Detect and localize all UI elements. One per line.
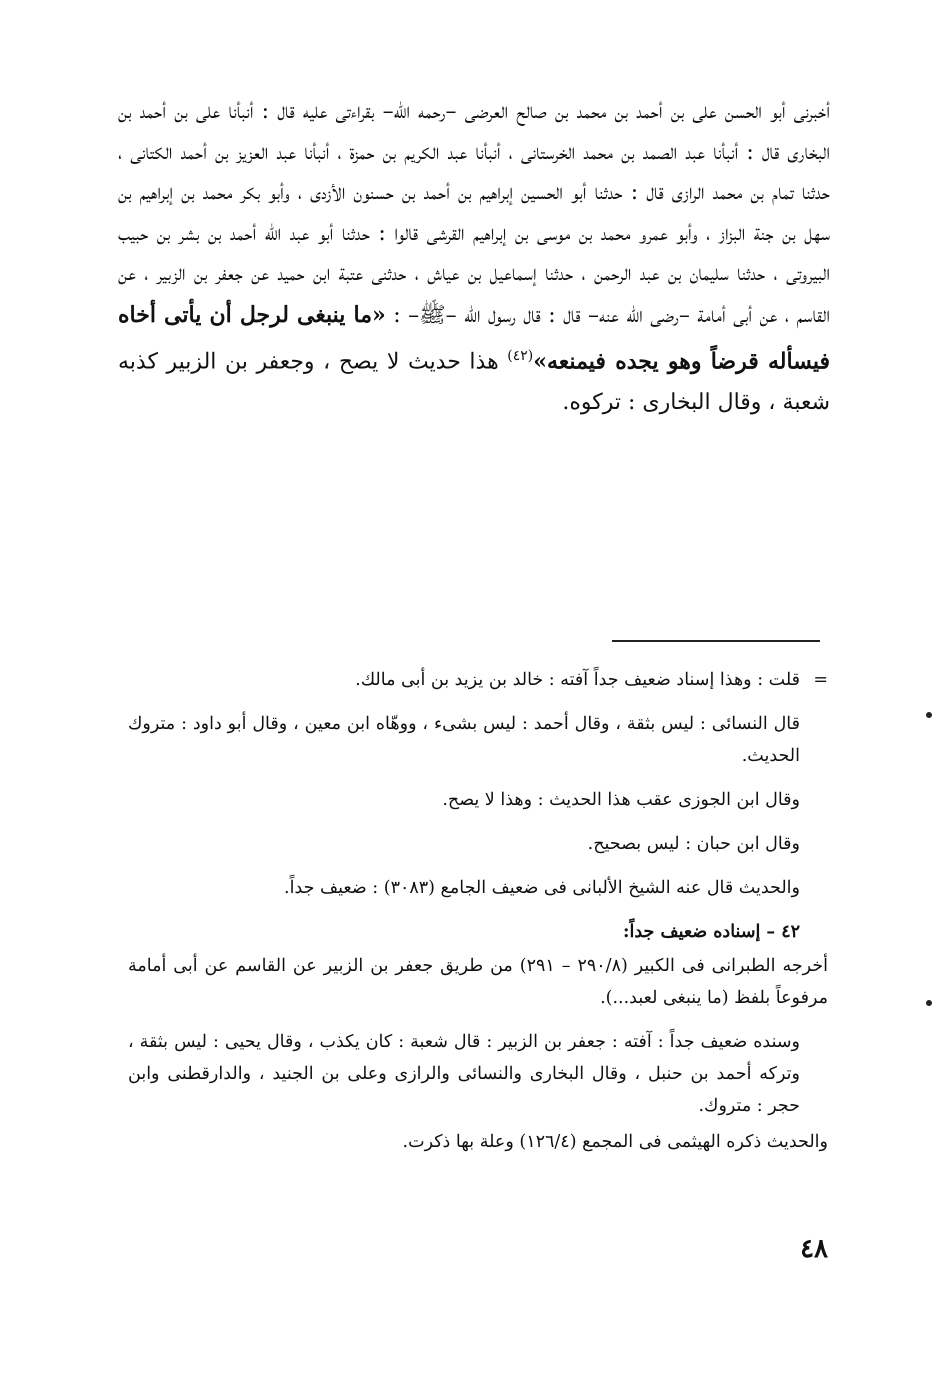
continuation-marker: = xyxy=(813,670,828,690)
scan-mark xyxy=(926,712,932,718)
footnote-separator xyxy=(612,640,820,642)
hadith-paragraph xyxy=(118,92,830,423)
isnad-text: أخبرنى أبو الحسن على بن أحمد بن محمد بن صالح العرضى –رحمه الله– بقراءتى عليه قال : أنبأنا على بن أحمد بن البخارى قال : أنبأنا عبد الصمد بن محمد الخرستانى ، أنبأنا عبد الكريم بن حمزة ، أنبأنا عبد العزيز بن أحمد الكتانى ، حدثنا تمام بن محمد الرازى قال : حدثنا أبو الحسين إبراهيم بن أحمد بن حسنون الأزدى ، وأبو بكر محمد بن إبراهيم بن سهل بن جنة البزاز ، وأبو عمرو محمد بن موسى بن إبراهيم القرشى قالوا : حدثنا أبو عبد الله أحمد بن بشر بن حبيب البيروتى ، حدثنا سليمان بن عبد الرحمن ، حدثنا إسماعيل بن عياش ، حدثنى عتبة ابن حميد عن جعفر بن الزبير ، عن القاسم ، عن أبى أمامة –رضى الله عنه– قال : قال رسول الله –ﷺ– : xyxy=(118,99,831,328)
scan-mark xyxy=(926,1000,932,1006)
footnote-heading-text: إسناده ضعيف جداً: xyxy=(623,922,761,942)
footnote-albani: والحديث قال عنه الشيخ الألبانى فى ضعيف الجامع (٣٠٨٣) : ضعيف جداً. xyxy=(284,878,800,898)
hadith-verdict: هذا حديث لا يصح ، وجعفر بن الزبير كذبه شعبة ، وقال البخارى : تركوه. xyxy=(118,349,830,415)
footnote-jawzi: وقال ابن الجوزى عقب هذا الحديث : وهذا لا يصح. xyxy=(442,790,800,810)
footnote-hibban: وقال ابن حبان : ليس بصحيح. xyxy=(587,834,800,854)
hadith-text: «ما ينبغى لرجل أن يأتى أخاه فيسأله قرضاً وهو يجده فيمنعه» xyxy=(118,301,830,375)
footnote-sanad: وسنده ضعيف جداً : آفته : جعفر بن الزبير : قال شعبة : كان يكذب ، وقال يحيى : ليس بثقة ، وتركه أحمد بن حنبل ، وقال البخارى والنسائى والرازى وعلى بن الجنيد ، والدارقطنى وابن حجر : متروك. xyxy=(128,1032,800,1116)
footnote-reference: (٤٢) xyxy=(507,348,534,364)
footnote-nasai: قال النسائى : ليس بثقة ، وقال أحمد : ليس بشىء ، ووهّاه ابن معين ، وقال أبو داود : متروك الحديث. xyxy=(128,714,800,766)
main-text xyxy=(118,92,830,423)
footnote-number: ٤٢ – xyxy=(766,922,800,942)
footnote-tabarani: أخرجه الطبرانى فى الكبير (٢٩٠/٨ – ٢٩١) من طريق جعفر بن الزبير عن القاسم عن أبى أمامة مرفوعاً بلفظ (ما ينبغى لعبد...). xyxy=(128,956,828,1008)
footnote-qult: =قلت : وهذا إسناد ضعيف جداً آفته : خالد بن يزيد بن أبى مالك. xyxy=(128,664,828,696)
footnotes xyxy=(128,664,828,1170)
page-number: ٤٨ xyxy=(800,1234,828,1264)
footnote-heading-42 xyxy=(128,916,828,948)
footnote-haythami: والحديث ذكره الهيثمى فى المجمع (١٢٦/٤) وعلة بها ذكرت. xyxy=(402,1132,828,1152)
